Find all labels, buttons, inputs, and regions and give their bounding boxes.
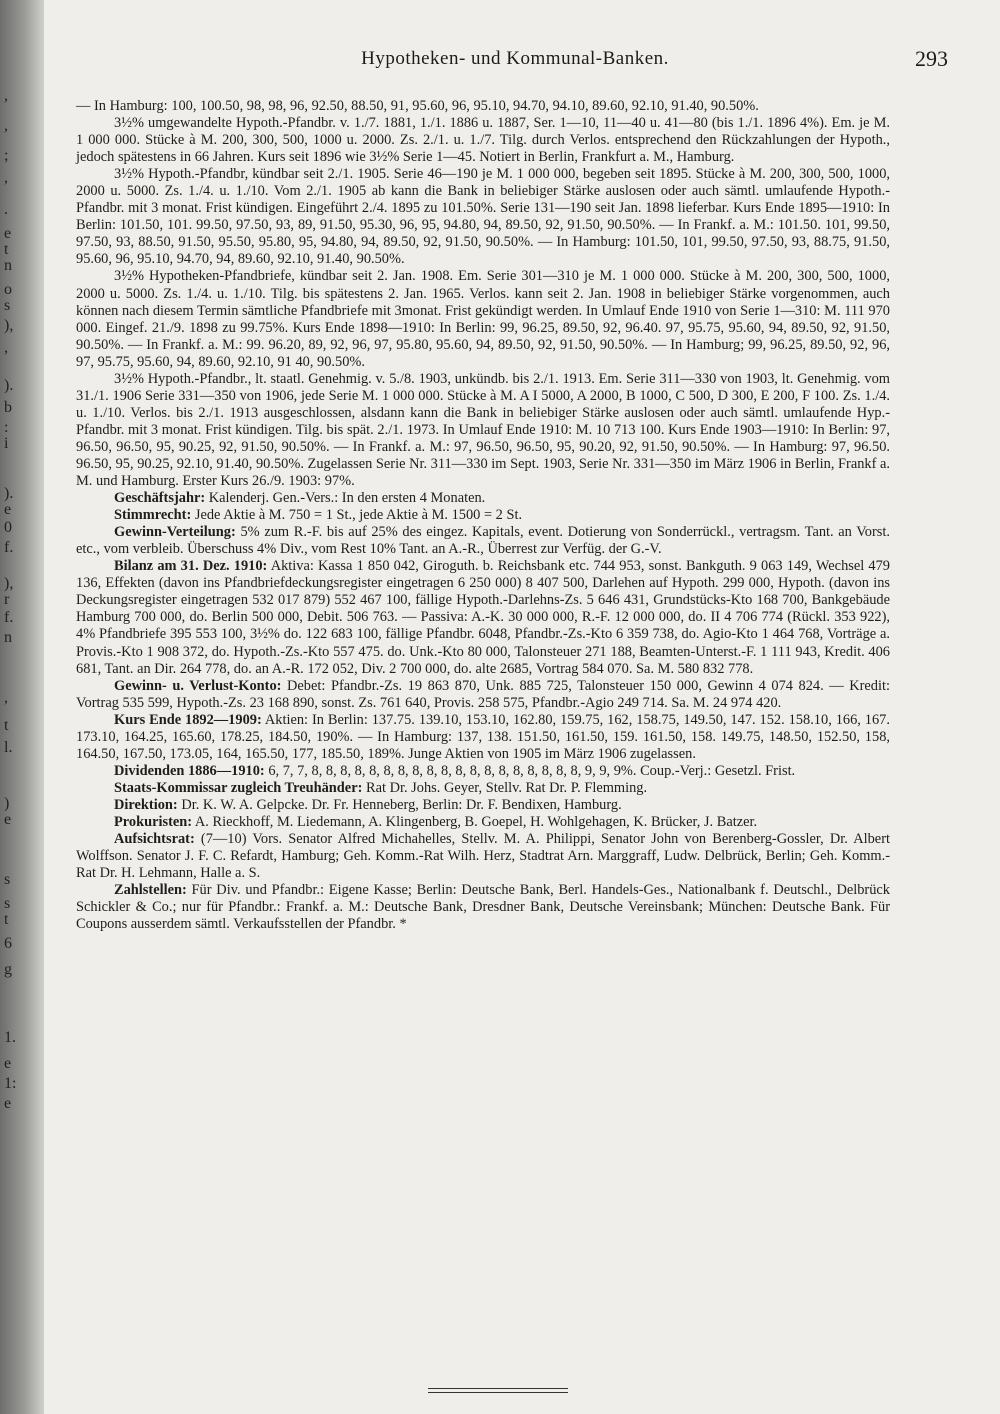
section-heading: Prokuristen: (114, 813, 193, 830)
margin-fragment: f. (4, 609, 14, 626)
margin-fragment: , (4, 169, 8, 186)
margin-fragment: n (4, 257, 12, 274)
margin-fragment: 1: (4, 1075, 17, 1092)
paragraph (76, 831, 890, 882)
margin-fragment: , (4, 117, 8, 134)
paragraph-text: 3½% Hypoth.-Pfandbr., lt. staatl. Genehmig. v. 5./8. 1903, unkündb. bis 2./1. 1913. Em. Serie 311—330 von 1903, lt. Genehmig. vom 31./1. 1906 Serie 331—350 von 1906, jede Serie M. 1 000 000. Stücke à M. A I 5000, A 2000, B 1000, C 500, D 300, E 200, F 100. Zs. 1./4. u. 1./10. Verlos. bis 2./1. 1913 ausgeschlossen, alsdann kann die Bank in beliebiger Stärke auslosen oder auch sämtl. umlaufende Hyp.-Pfandbr. mit 3 monat. Frist kündigen. Tilg. bis spät. 2./1. 1973. In Umlauf Ende 1910: M. 10 713 100. Kurs Ende 1903—1910: In Berlin: 97, 96.50, 96.50, 95, 90.25, 92, 91.50, 90.50%. — In Frankf. a. M.: 97, 96.50, 96.50, 95, 90.20, 92, 91.50, 90.50%. — In Hamburg: 97, 96.50. 96.50, 95, 90.25, 92.10, 91.40, 90.50%. Zugelassen Serie Nr. 311—330 im Sept. 1903, Serie Nr. 331—350 im März 1906 in Berlin, Frankf a. M. und Hamburg. Erster Kurs 26./9. 1903: 97%. (76, 370, 890, 490)
margin-fragment: r (4, 591, 10, 608)
paragraph (76, 558, 890, 677)
section-heading: Zahlstellen: (114, 882, 187, 899)
margin-fragment: e (4, 1095, 12, 1112)
page-body (76, 98, 890, 933)
margin-fragment: ), (4, 317, 14, 334)
margin-fragment: f. (4, 539, 14, 556)
paragraph-text: 3½% Hypotheken-Pfandbriefe, kündbar seit 2. Jan. 1908. Em. Serie 301—310 je M. 1 000 000. Stücke à M. 200, 300, 500, 1000, 2000 u. 5000. Zs. 1./4. u. 1./10. Tilg. bis spätestens 2. Jan. 1965. Verlos. kann seit 2. Jan. 1908 in beliebiger Stärke vorgenommen, auch können nach diesem Termin sämtliche Pfandbriefe mit 3monat. Frist gekündigt werden. In Umlauf Ende 1910 von Serie 1—310: M. 111 970 000. Eingef. 21./9. 1898 zu 99.75%. Kurs Ende 1898—1910: In Berlin: 99, 96.25, 89.50, 92, 96.40. 97, 95.75, 95.60, 94, 89.50, 92, 91.50, 90.50%. — In Frankf. a. M.: 99. 96.20, 89, 92, 96, 97, 95.80, 95.60, 94, 89.50, 92, 91.50, 90.50%. — In Hamburg; 99, 96.25, 89.50, 92, 96, 97, 95.75, 95.60, 94, 89.60, 92.10, 91 40, 90.50%. (76, 268, 890, 370)
margin-fragment: e (4, 811, 12, 828)
margin-fragment: t (4, 241, 9, 258)
paragraph-text: 3½% umgewandelte Hypoth.-Pfandbr. v. 1./7. 1881, 1./1. 1886 u. 1887, Ser. 1—10, 11—40 u. 41—80 (bis 1./1. 1896 4%). Em. je M. 1 000 000. Stücke à M. 200, 300, 500, 1000 u. 2000. Zs. 2./1. u. 1./7. Tilg. durch Verlos. entsprechend den Rückzahlungen der Hypoth., jedoch spätestens in 66 Jahren. Kurs seit 1896 wie 3½% Serie 1—45. Notiert in Berlin, Frankfurt a. M., Hamburg. (76, 115, 890, 166)
margin-fragment: g (4, 961, 12, 978)
margin-fragment: 6 (4, 935, 12, 952)
margin-fragment: s (4, 297, 11, 314)
paragraph-text: Für Div. und Pfandbr.: Eigene Kasse; Berlin: Deutsche Bank, Berl. Handels-Ges., Nationalbank f. Deutschl., Delbrück Schickler & Co.; nur für Pfandbr.: Frankf. a. M.: Deutsche Bank, Dresdner Bank, Deutsche Vereinsbank; München: Deutsche Bank. Für Coupons ausserdem sämtl. Verkaufsstellen der Pfandbr. * (76, 882, 890, 933)
paragraph-text: 5% zum R.-F. bis auf 25% des eingez. Kapitals, event. Dotierung von Sonderrückl., vertragsm. Tant. an Vorst. etc., vom verbleib. Überschuss 4% Div., vom Rest 10% Tant. an A.-R., Überrest zur Verfüg. der G.-V. (76, 524, 890, 558)
margin-fragment: , (4, 689, 8, 706)
closing-rule (428, 1388, 568, 1389)
margin-fragment: ) (4, 795, 10, 812)
page-number: 293 (915, 46, 948, 71)
section-heading: Direktion: (114, 796, 178, 813)
running-head: Hypotheken- und Kommunal-Banken. (361, 48, 669, 69)
paragraph-text: 6, 7, 7, 8, 8, 8, 8, 8, 8, 8, 8, 8, 8, 8, 8, 8, 8, 8, 8, 8, 8, 8, 9, 9, 9%. Coup.-Verj.: Gesetzl. Frist. (268, 762, 796, 779)
margin-fragment: ; (4, 147, 9, 164)
margin-fragment: . (4, 201, 8, 218)
paragraph-text: Rat Dr. Johs. Geyer, Stellv. Rat Dr. P. Flemming. (365, 779, 648, 796)
paragraph (76, 814, 890, 831)
paragraph-text: Aktien: In Berlin: 137.75. 139.10, 153.10, 162.80, 159.75, 162, 158.75, 149.50, 147. 152. 158.10, 166, 167. 173.10, 164.25, 165.60, 178.25, 184.50, 190%. — In Hamburg: 137, 138. 151.50, 161.50, 159. 161.50, 158. 149.75, 148.50, 152.50, 158, 164.50, 167.50, 173.05, 164, 165.50, 177, 185.50, 189%. Junge Aktien von 1905 im März 1906 zugelassen. (76, 711, 890, 762)
paragraph (76, 712, 890, 763)
margin-fragment: o (4, 281, 12, 298)
margin-fragment: e (4, 1055, 12, 1072)
section-heading: Staats-Kommissar zugleich Treuhänder: (114, 779, 363, 796)
margin-fragment: 0 (4, 519, 12, 536)
margin-fragment: e (4, 501, 12, 518)
margin-fragment: n (4, 629, 12, 646)
paragraph-text: A. Rieckhoff, M. Liedemann, A. Klingenberg, B. Goepel, H. Wohlgehagen, K. Brücker, J. Batzer. (194, 813, 758, 830)
paragraph (76, 166, 890, 268)
section-heading: Bilanz am 31. Dez. 1910: (114, 558, 268, 575)
margin-fragment: ), (4, 575, 14, 592)
paragraph (76, 268, 890, 370)
section-heading: Gewinn-Verteilung: (114, 524, 236, 541)
paragraph (76, 524, 890, 558)
paragraph-text: Dr. K. W. A. Gelpcke. Dr. Fr. Henneberg, Berlin: Dr. F. Bendixen, Hamburg. (181, 796, 622, 813)
section-heading: Stimmrecht: (114, 507, 192, 524)
margin-fragment: t (4, 911, 9, 928)
section-heading: Geschäftsjahr: (114, 490, 206, 507)
margin-fragment: ). (4, 485, 14, 502)
margin-fragment: : (4, 419, 9, 436)
section-heading: Dividenden 1886—1910: (114, 762, 265, 779)
margin-fragment: l. (4, 739, 13, 756)
margin-fragment: e (4, 225, 12, 242)
section-heading: Gewinn- u. Verlust-Konto: (114, 677, 282, 694)
closing-rule (428, 1392, 568, 1393)
section-heading: Kurs Ende 1892—1909: (114, 711, 262, 728)
paragraph-text: Debet: Pfandbr.-Zs. 19 863 870, Unk. 885 725, Talonsteuer 150 000, Gewinn 4 074 824. — Kredit: Vortrag 535 599, Hypoth.-Zs. 23 168 890, sonst. Zs. 761 640, Provis. 258 575, Pfandbr.-Agio 249 714. Sa. M. 24 974 420. (76, 677, 890, 711)
margin-fragment: , (4, 339, 8, 356)
margin-fragment: 1. (4, 1029, 16, 1046)
paragraph-text: Kalenderj. Gen.-Vers.: In den ersten 4 Monaten. (208, 490, 486, 507)
paragraph-text: (7—10) Vors. Senator Alfred Michahelles, Stellv. M. A. Philippi, Senator John von Berenberg-Gossler, Dr. Albert Wolffson. Senator J. F. C. Refardt, Hamburg; Geh. Komm.-Rat Wilh. Herz, Stadtrat Arn. Marggraff, Ludw. Delbrück, Berlin; Geh. Komm.-Rat Dr. H. Lehmann, Halle a. S. (76, 831, 890, 882)
paragraph (76, 763, 890, 780)
paragraph (76, 882, 890, 933)
page-header (70, 48, 960, 78)
margin-fragment: b (4, 399, 12, 416)
paragraph (76, 371, 890, 490)
margin-fragment: t (4, 717, 9, 734)
paragraph (76, 678, 890, 712)
paragraph-text: Jede Aktie à M. 750 = 1 St., jede Aktie à M. 1500 = 2 St. (194, 507, 523, 524)
margin-fragment: s (4, 871, 11, 888)
section-heading: Aufsichtsrat: (114, 831, 195, 848)
margin-fragment: i (4, 435, 9, 452)
margin-fragment: , (4, 87, 8, 104)
margin-fragment: ). (4, 377, 14, 394)
paragraph-text: — In Hamburg: 100, 100.50, 98, 98, 96, 92.50, 88.50, 91, 95.60, 96, 95.10, 94.70, 94.10, 89.60, 92.10, 91.40, 90.50%. (76, 98, 759, 114)
margin-fragment: s (4, 895, 11, 912)
paragraph (76, 507, 890, 524)
paragraph (76, 797, 890, 814)
paragraph-text: Aktiva: Kassa 1 850 042, Giroguth. b. Reichsbank etc. 744 953, sonst. Bankguth. 9 063 149, Wechsel 479 136, Effekten (davon ins Pfandbriefdeckungsregister eingetragen 6 250 000) 8 407 500, Darlehen auf Hypoth. 299 000, Hypoth. (davon ins Deckungsregister eingetragen 532 017 879) 552 467 100, fällige Hypoth.-Darlehns-Zs. 5 646 431, Grundstücks-Kto 168 700, Bankgebäude Hamburg 700 000, do. Berlin 500 000, Debit. 506 763. — Passiva: A.-K. 30 000 000, R.-F. 12 000 000, do. II 4 706 774 (Rückl. 353 922), 4% Pfandbriefe 395 553 100, 3½% do. 122 683 100, fällige Pfandbr. 6048, Pfandbr.-Zs.-Kto 6 359 738, do. Agio-Kto 1 464 768, Vorträge a. Provis.-Kto 1 908 372, do. Hypoth.-Zs.-Kto 557 475. do. Unk.-Kto 80 000, Talonsteuer 271 188, Beamten-Unterst.-F. 1 111 943, Kredit. 406 681, Tant. an Dir. 264 778, do. an A.-R. 172 052, Div. 2 700 000, do. alte 2685, Vortrag 584 070. Sa. M. 580 832 778. (76, 558, 890, 677)
paragraph (76, 115, 890, 166)
previous-page-edge (0, 0, 44, 1414)
paragraph (76, 98, 890, 115)
paragraph-text: 3½% Hypoth.-Pfandbr, kündbar seit 2./1. 1905. Serie 46—190 je M. 1 000 000, begeben seit 1895. Stücke à M. 200, 300, 500, 1000, 2000 u. 5000. Zs. 1./4. u. 1./10. Vom 2./1. 1905 ab kann die Bank in beliebiger Stärke auslosen oder auch sämtl. umlaufende Hypoth.-Pfandbr. mit 3 monat. Frist kündigen. Eingeführt 2./4. 1895 zu 101.50%. Serie 131—190 seit Jan. 1898 lieferbar. Kurs Ende 1895—1910: In Berlin: 101.50, 101. 99.50, 97.50, 93, 89, 91.50, 95.30, 96, 95, 94.80, 94, 89.50, 92, 91.50, 90.50%. — In Frankf. a. M.: 101.50. 101, 99.50, 97.50, 93, 88.50, 91.50, 95.50, 95.80, 95, 94.80, 94, 89.50, 92, 91.50, 90.50%. — In Hamburg: 101.50, 101, 99.50, 97.50, 93, 88.75, 91.50, 95.60, 96, 95.10, 94.70, 94, 89.60, 92.10, 91.40, 90.50%. (76, 166, 890, 268)
paragraph (76, 490, 890, 507)
paragraph (76, 780, 890, 797)
